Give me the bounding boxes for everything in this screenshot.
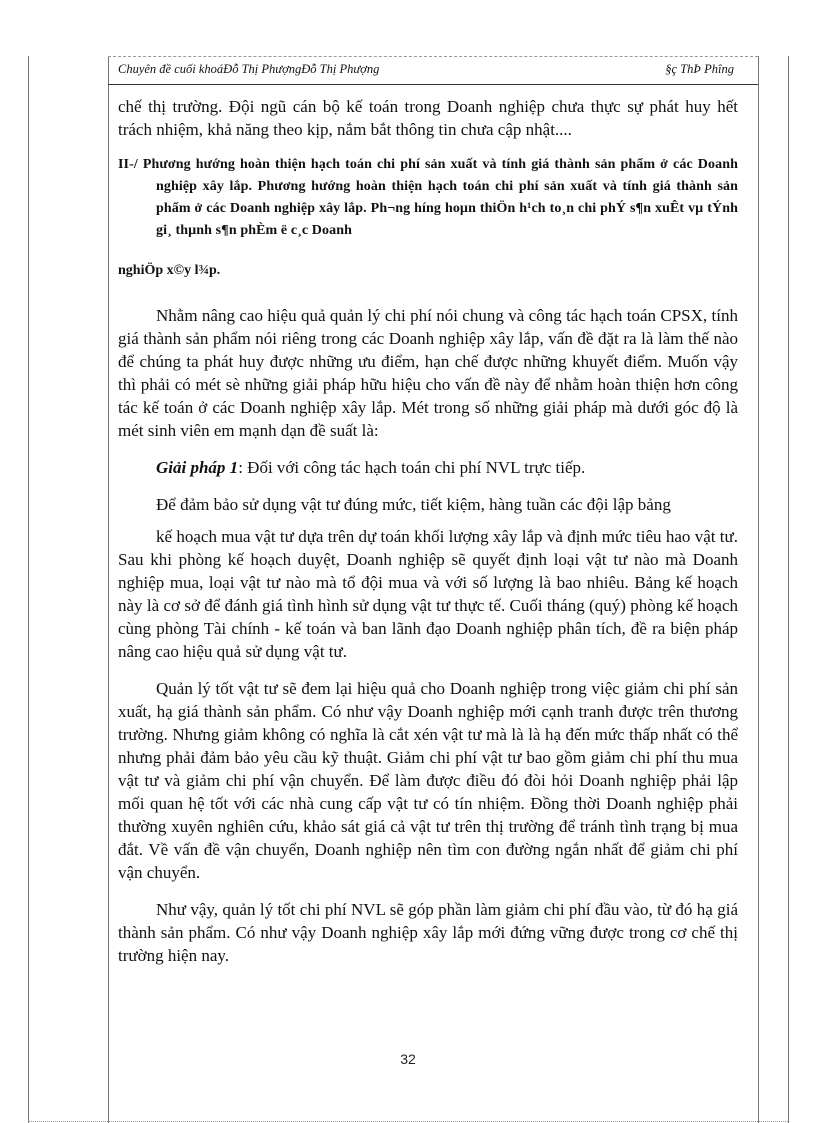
- frame-line-left-outer: [28, 56, 29, 1123]
- paragraph-4: Như vậy, quản lý tốt chi phí NVL sẽ góp phần làm giảm chi phí đầu vào, từ đó hạ giá thành sản phẩm. Có như vậy Doanh nghiệp xây lắp mới đứng vững được trong cơ chế thị trường hiện nay.: [118, 900, 738, 965]
- frame-line-left-inner: [108, 56, 109, 1123]
- frame-line-right-inner: [758, 56, 759, 1123]
- solution-line: [118, 456, 738, 479]
- paragraph-1: Nhằm nâng cao hiệu quả quản lý chi phí nói chung và công tác hạch toán CPSX, tính giá thành sản phẩm nói riêng trong các Doanh nghiệp xây lắp, vấn đề đặt ra là làm thế nào để chúng ta phát huy được những ưu điểm, hạn chế được những khuyết điểm. Muốn vậy thì phải có mét sè những giải pháp hữu hiệu cho vấn đề này để nhằm hoàn thiện hơn công tác kế toán ở các Doanh nghiệp xây lắp. Mét trong số những giải pháp mà dưới góc độ là mét sinh viên em mạnh dạn đề suất là:: [118, 306, 738, 440]
- header-rule: [108, 84, 758, 85]
- solution-label: Giải pháp 1: [156, 458, 239, 477]
- page-number: 32: [400, 1051, 416, 1067]
- page-body: [118, 95, 738, 967]
- solution-text: : Đối với công tác hạch toán chi phí NVL trực tiếp.: [238, 458, 586, 477]
- frame-line-right-outer: [788, 56, 789, 1123]
- running-header-left: Chuyên đề cuối khoáĐỗ Thị PhượngĐỗ Thị Phượng: [118, 62, 380, 76]
- paragraph-2-first-line: Để đảm bảo sử dụng vật tư đúng mức, tiết kiệm, hàng tuần các đội lập bảng: [156, 495, 671, 514]
- section-heading-tail: nghiÖp x©y l¾p.: [118, 263, 221, 278]
- frame-line-top: [108, 56, 758, 57]
- running-header-right: §ç ThÞ Phîng: [665, 62, 734, 76]
- section-heading: II-/ Phương hướng hoàn thiện hạch toán chi phí sản xuất và tính giá thành sản phẩm ở các Doanh nghiệp xây lắp. Phương hướng hoàn thiện hạch toán chi phí sản xuất và tính giá thành sản phẩm ở các Doanh nghiệp xây lắp. Ph¬ng híng hoµn thiÖn h¹ch to¸n chi phÝ s¶n xuÊt vµ tÝnh gi¸ thµnh s¶n phÈm ë c¸c Doanh: [118, 157, 738, 238]
- paragraph-2-body: kế hoạch mua vật tư dựa trên dự toán khối lượng xây lắp và định mức tiêu hao vật tư. Sau khi phòng kế hoạch duyệt, Doanh nghiệp sẽ quyết định loại vật tư nào mà Doanh nghiệp mua, loại vật tư nào mà tổ đội mua và với số lượng là bao nhiêu. Bảng kế hoạch này là cơ sở để đánh giá tình hình sử dụng vật tư thực tế. Cuối tháng (quý) phòng kế hoạch cùng phòng Tài chính - kế toán và ban lãnh đạo Doanh nghiệp phân tích, đề ra biện pháp nâng cao hiệu quả sử dụng vật tư.: [118, 527, 738, 661]
- frame-line-bottom: [28, 1121, 788, 1122]
- paragraph-continued: chế thị trường. Đội ngũ cán bộ kế toán trong Doanh nghiệp chưa thực sự phát huy hết trách nhiệm, khả năng theo kịp, nắm bắt thông tin chưa cập nhật....: [118, 97, 738, 139]
- paragraph-3: Quản lý tốt vật tư sẽ đem lại hiệu quả cho Doanh nghiệp trong việc giảm chi phí sản xuất, hạ giá thành sản phẩm. Có như vậy Doanh nghiệp mới cạnh tranh được trên thương trường. Nhưng giảm không có nghĩa là cắt xén vật tư mà là là hạ đến mức thấp nhất có thể nhưng phải đảm bảo yêu cầu kỹ thuật. Giảm chi phí vật tư bao gồm giảm chi phí thu mua vật tư và giảm chi phí vận chuyển. Để làm được điều đó đòi hỏi Doanh nghiệp phải lập mối quan hệ tốt với các nhà cung cấp vật tư có tín nhiệm. Đồng thời Doanh nghiệp phải thường xuyên nghiên cứu, khảo sát giá cả vật tư trên thị trường để tránh tình trạng bị mua đắt. Về vấn đề vận chuyển, Doanh nghiệp nên tìm con đường ngắn nhất để giảm chi phí vận chuyển.: [118, 679, 738, 882]
